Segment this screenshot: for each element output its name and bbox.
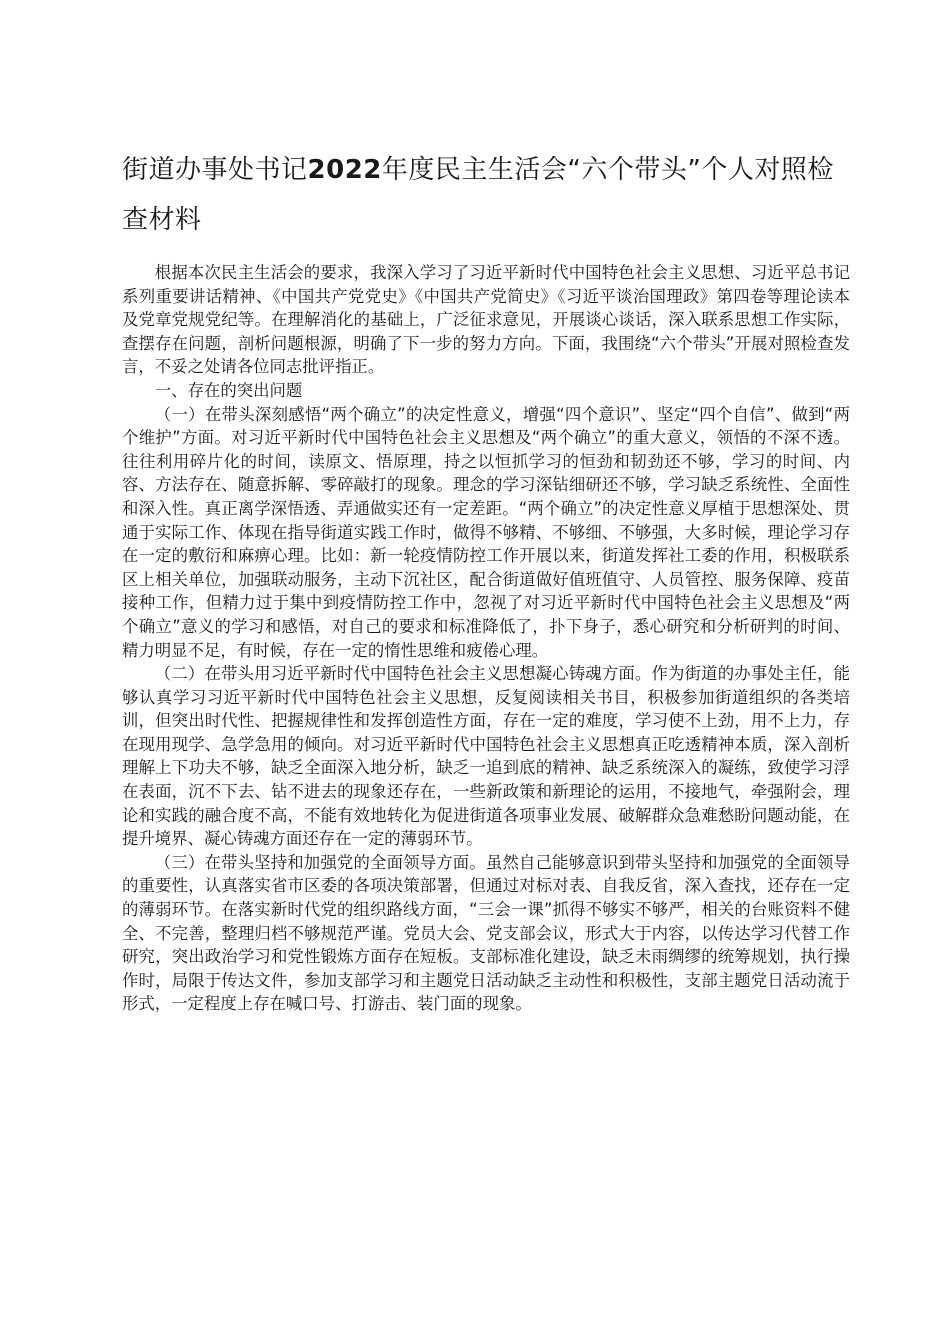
title-year: 2022: [307, 155, 382, 185]
problem-paragraph-2: （二）在带头用习近平新时代中国特色社会主义思想凝心铸魂方面。作为街道的办事处主任，能够认真学习习近平新时代中国特色社会主义思想，反复阅读相关书目，积极参加街道组织的各类培训，但突出时代性、把握规律性和发挥创造性方面，存在一定的难度，学习使不上劲，用不上力，存在现用现学、急学急用的倾向。对习近平新时代中国特色社会主义思想真正吃透精神本质，深入剖析理解上下功夫不够，缺乏全面深入地分析，缺乏一追到底的精神、缺乏系统深入的凝练，致使学习浮在表面，沉不下去、钻不进去的现象还存在，一些新政策和新理论的运用，不接地气，牵强附会，理论和实践的融合度不高，不能有效地转化为促进街道各项事业发展、破解群众急难愁盼问题动能，在提升境界、凝心铸魂方面还存在一定的薄弱环节。: [122, 664, 850, 849]
document-page: [122, 145, 850, 1016]
title-suffix: 年度民主生活会“六个带头”个人对照检查材料: [122, 155, 834, 235]
problem-paragraph-3: （三）在带头坚持和加强党的全面领导方面。虽然自己能够意识到带头坚持和加强党的全面领导的重要性，认真落实省市区委的各项决策部署，但通过对标对表、自我反省，深入查找，还存在一定的薄弱环节。在落实新时代党的组织路线方面，“三会一课”抓得不够实不够严，相关的台账资料不健全、不完善，整理归档不够规范严谨。党员大会、党支部会议，形式大于内容，以传达学习代替工作研究，突出政治学习和党性锻炼方面存在短板。支部标准化建设，缺乏未雨绸缪的统筹规划，执行操作时，局限于传达文件，参加支部学习和主题党日活动缺乏主动性和积极性，支部主题党日活动流于形式，一定程度上存在喊口号、打游击、装门面的现象。: [122, 852, 850, 1014]
section-heading: 一、存在的突出问题: [154, 380, 303, 400]
problem-paragraph-1: （一）在带头深刻感悟“两个确立”的决定性意义，增强“四个意识”、坚定“四个自信”、做到“两个维护”方面。对习近平新时代中国特色社会主义思想及“两个确立”的重大意义，领悟的不深不透。往往利用碎片化的时间，读原文、悟原理，持之以恒抓学习的恒劲和韧劲还不够，学习的时间、内容、方法存在、随意拆解、零碎敲打的现象。理念的学习深钻细研还不够，学习缺乏系统性、全面性和深入性。真正离学深悟透、弄通做实还有一定差距。“两个确立”的决定性意义厚植于思想深处、贯通于实际工作、体现在指导街道实践工作时，做得不够精、不够细、不够强，大多时候，理论学习存在一定的敷衍和麻痹心理。比如：新一轮疫情防控工作开展以来，街道发挥社工委的作用，积极联系区上相关单位，加强联动服务，主动下沉社区，配合街道做好值班值守、人员管控、服务保障、疫苗接种工作，但精力过于集中到疫情防控工作中，忽视了对习近平新时代中国特色社会主义思想及“两个确立”意义的学习和感悟，对自己的要求和标准降低了，扑下身子，悉心研究和分析研判的时间、精力明显不足，有时候，存在一定的惰性思维和疲倦心理。: [122, 404, 850, 660]
title-prefix: 街道办事处书记: [122, 155, 308, 185]
intro-paragraph: 根据本次民主生活会的要求，我深入学习了习近平新时代中国特色社会主义思想、习近平总书记系列重要讲话精神、《中国共产党党史》《中国共产党简史》《习近平谈治国理政》第四卷等理论读本及党章党规党纪等。在理解消化的基础上，广泛征求意见，开展谈心谈话，深入联系思想工作实际，查摆存在问题，剖析问题根源，明确了下一步的努力方向。下面，我围绕“六个带头”开展对照检查发言，不妥之处请各位同志批评指正。: [122, 263, 850, 377]
document-title: [122, 145, 850, 245]
